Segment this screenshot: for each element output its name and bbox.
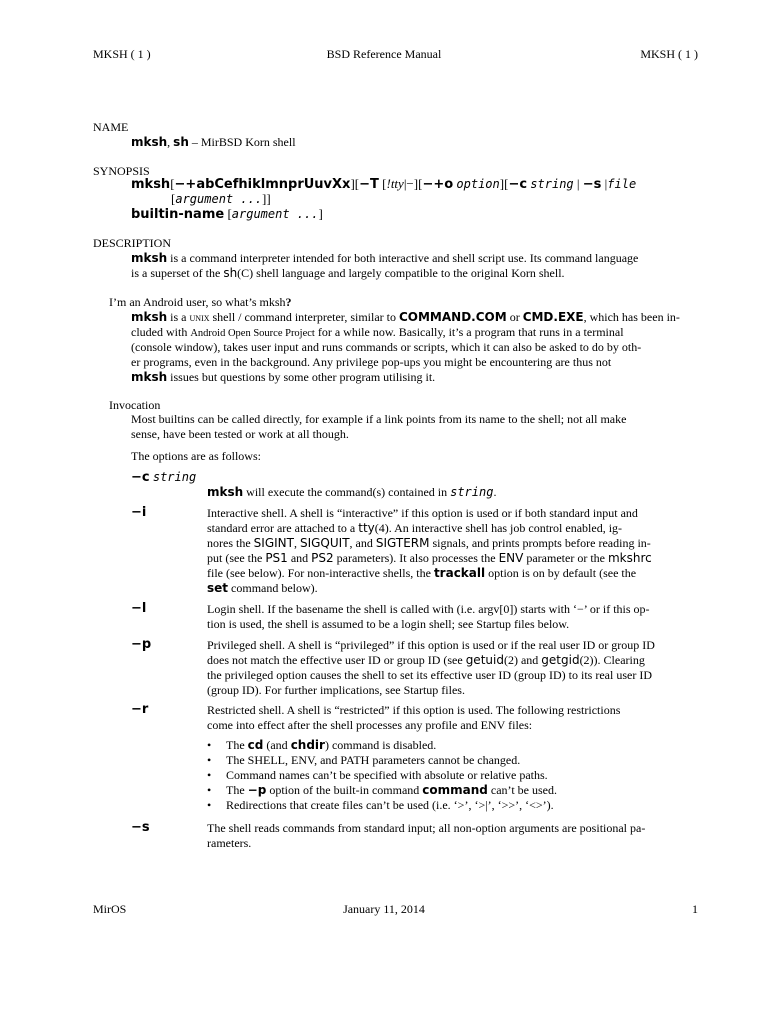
bullet: • — [207, 783, 212, 797]
option-i-line-1: Interactive shell. A shell is “interactive” if this option is used or if both standard input and — [207, 506, 638, 520]
option-p: −p — [131, 637, 152, 652]
option-i-line-2: standard error are attached to a tty(4). An interactive shell has job control enabled, ig- — [207, 521, 623, 535]
list-item: • Command names can’t be specified with absolute or relative paths. — [207, 768, 548, 782]
option-s-line-2: rameters. — [207, 836, 252, 850]
synopsis-heading: SYNOPSIS — [93, 164, 150, 178]
name-cmd-sh: sh — [173, 135, 189, 149]
android-line-2: cluded with Android Open Source Project for a while now. Basically, it’s a program that runs in a terminal — [131, 325, 624, 339]
bullet: • — [207, 753, 212, 767]
bullet: • — [207, 738, 212, 752]
option-p-line-1: Privileged shell. A shell is “privileged” if this option is used or if the real user ID or group ID — [207, 638, 655, 652]
synopsis-line-3: builtin-name [argument ...] — [131, 206, 323, 222]
list-item: • Redirections that create files can’t be used (i.e. ‘>’, ‘>|’, ‘>>’, ‘<>’). — [207, 798, 554, 812]
android-line-1: mksh is a unix shell / command interpreter, similar to COMMAND.COM or CMD.EXE, which has been in- — [131, 310, 680, 324]
page-number: 1 — [692, 902, 698, 916]
synopsis-line-2: [argument ...]] — [171, 191, 271, 206]
invocation-heading: Invocation — [109, 398, 161, 412]
list-item: • The −p option of the built-in command command can’t be used. — [207, 783, 557, 797]
description-line-1: mksh is a command interpreter intended for both interactive and shell script use. Its command language — [131, 251, 639, 265]
footer-left: MirOS — [93, 902, 127, 916]
android-line-4: er programs, even in the background. Any privilege pop-ups you might be encountering are thus not — [131, 355, 612, 369]
option-c: −c string — [131, 470, 197, 485]
option-l-line-2: tion is used, the shell is assumed to be a login shell; see Startup files below. — [207, 617, 570, 631]
option-r-line-1: Restricted shell. A shell is “restricted” if this option is used. The following restrictions — [207, 703, 621, 717]
option-i-line-6: set command below). — [207, 581, 318, 595]
header-left: MKSH ( 1 ) — [93, 47, 151, 61]
list-item: • The cd (and chdir) command is disabled. — [207, 738, 437, 752]
option-l-line-1: Login shell. If the basename the shell is called with (i.e. argv[0]) starts with ‘−’ or if this op- — [207, 602, 650, 616]
android-line-3: (console window), takes user input and runs commands or scripts, which it can also be asked to do by oth- — [131, 340, 642, 354]
synopsis-line-1: mksh[−+abCefhiklmnprUuvXx][−T [!tty|−][−+o option][−c string | −s |file — [131, 176, 637, 192]
list-item: • The SHELL, ENV, and PATH parameters cannot be changed. — [207, 753, 521, 767]
restriction-list — [207, 738, 698, 813]
option-c-desc: mksh will execute the command(s) contained in string. — [207, 485, 497, 499]
name-line: mksh, sh – MirBSD Korn shell — [131, 135, 296, 149]
option-p-line-4: (group ID). For further implications, see Startup files. — [207, 683, 465, 697]
description-heading: DESCRIPTION — [93, 236, 172, 250]
option-l: −l — [131, 601, 147, 616]
footer-center: January 11, 2014 — [343, 902, 425, 916]
option-p-line-3: the privileged option causes the shell to set its effective user ID (group ID) to its real user ID — [207, 668, 652, 682]
bullet: • — [207, 768, 212, 782]
android-heading: I’m an Android user, so what’s mksh? — [109, 295, 292, 309]
option-s-line-1: The shell reads commands from standard input; all non-option arguments are positional pa- — [207, 821, 646, 835]
option-s: −s — [131, 820, 150, 835]
name-cmd-mksh: mksh — [131, 135, 168, 149]
invocation-line-2: sense, have been tested or work at all though. — [131, 427, 349, 441]
bullet: • — [207, 798, 212, 812]
option-i: −i — [131, 505, 147, 520]
option-p-line-2: does not match the effective user ID or group ID (see getuid(2) and getgid(2)). Clearing — [207, 653, 645, 667]
option-i-line-4: put (see the PS1 and PS2 parameters). It also processes the ENV parameter or the mkshrc — [207, 551, 652, 565]
option-r-line-2: come into effect after the shell processes any profile and ENV files: — [207, 718, 533, 732]
android-line-5: mksh issues but questions by some other program utilising it. — [131, 370, 436, 384]
option-i-line-3: nores the SIGINT, SIGQUIT, and SIGTERM signals, and prints prompts before reading in- — [207, 536, 651, 550]
header-right: MKSH ( 1 ) — [640, 47, 698, 61]
name-desc: – MirBSD Korn shell — [188, 135, 296, 149]
option-i-line-5: file (see below). For non-interactive shells, the trackall option is on by default (see the — [207, 566, 637, 580]
options-intro: The options are as follows: — [131, 449, 261, 463]
header-center: BSD Reference Manual — [326, 47, 442, 61]
description-line-2: is a superset of the sh(C) shell language and largely compatible to the original Korn shell. — [131, 266, 565, 280]
option-r: −r — [131, 702, 149, 717]
name-heading: NAME — [93, 120, 129, 134]
invocation-line-1: Most builtins can be called directly, for example if a link points from its name to the shell; not all make — [131, 412, 627, 426]
